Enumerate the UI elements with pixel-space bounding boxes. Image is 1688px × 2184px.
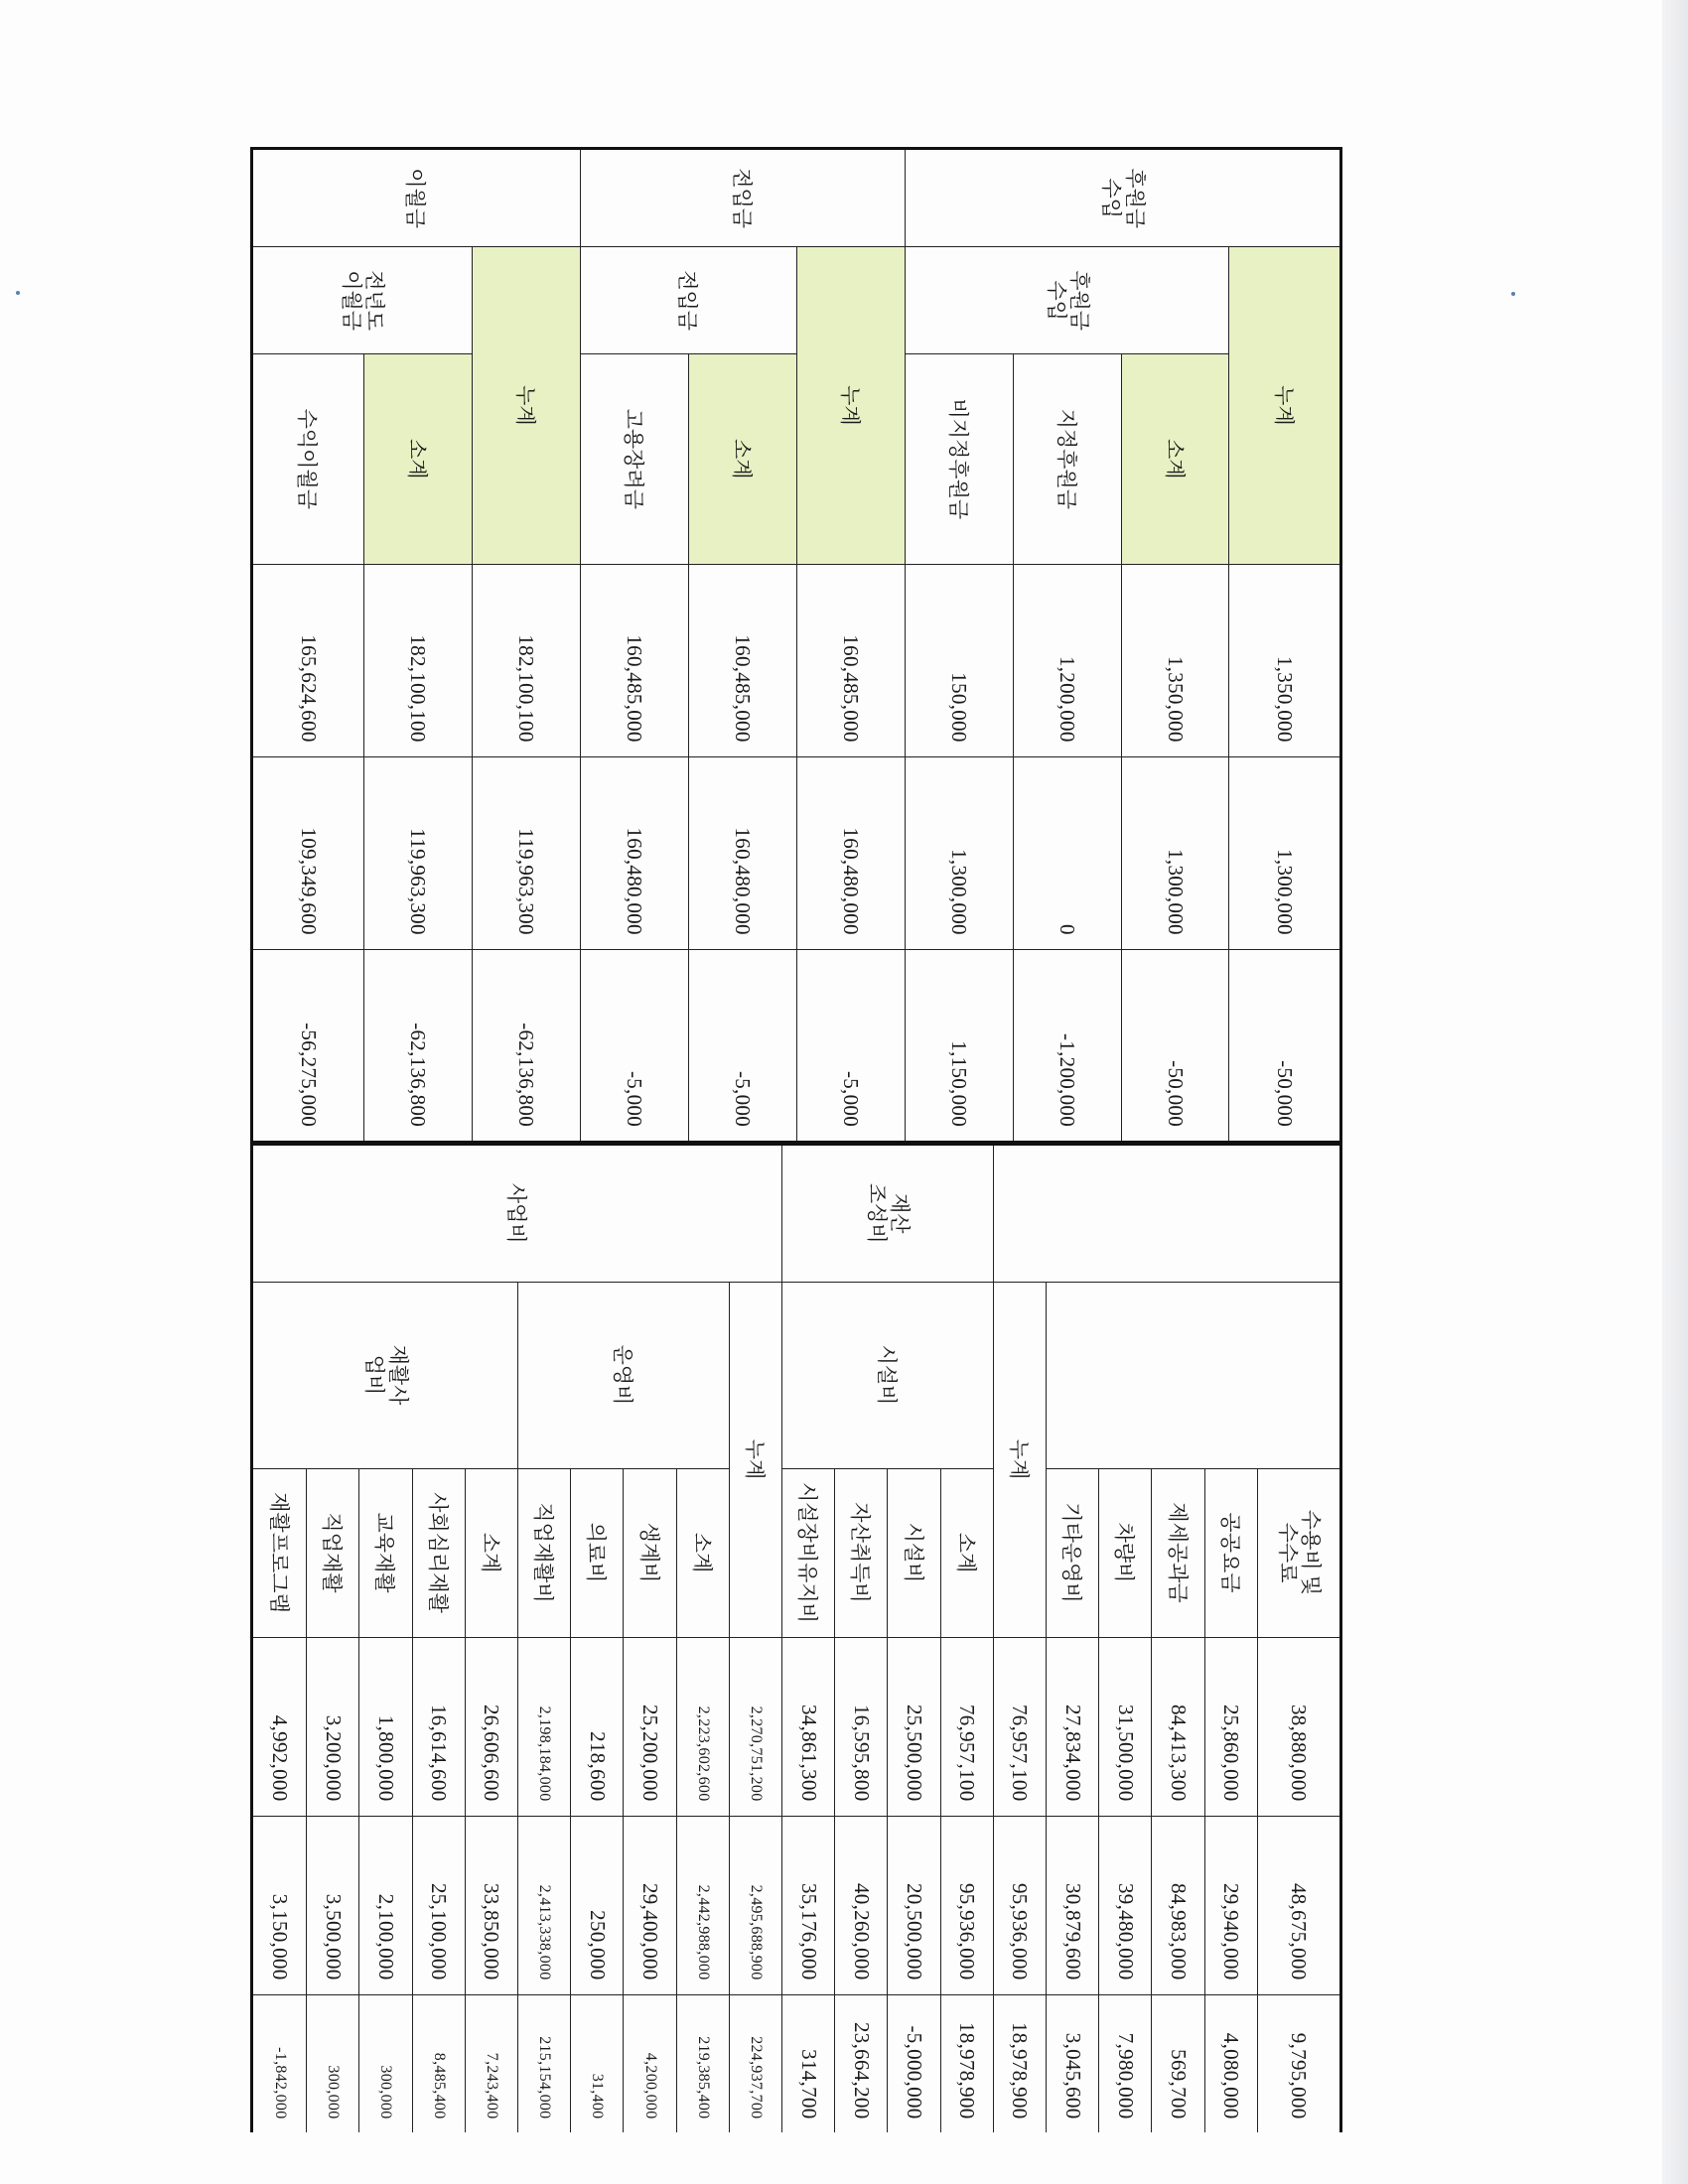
label-cell: 수용비 및 수수료 (1257, 1468, 1340, 1637)
amount-cell: 8,485,400 (412, 1994, 465, 2132)
ledger-row (688, 149, 796, 1143)
amount-cell: 4,080,000 (1204, 1994, 1257, 2132)
ledger-row (465, 1145, 517, 2132)
amount-cell: 35,176,000 (782, 1816, 835, 1994)
ledger-row (1121, 149, 1229, 1143)
amount-cell: 18,978,900 (993, 1994, 1046, 2132)
label-cell: 누계 (1229, 247, 1341, 564)
amount-cell: -50,000 (1229, 949, 1341, 1142)
label-cell: 시설비 (888, 1468, 940, 1637)
label-cell: 교육재활 (359, 1468, 412, 1637)
label-cell: 소계 (688, 354, 796, 564)
amount-cell: 109,349,600 (252, 756, 364, 949)
scan-speck (1511, 292, 1515, 296)
amount-cell: 33,850,000 (465, 1816, 517, 1994)
amount-cell: 2,100,000 (359, 1816, 412, 1994)
amount-cell: -62,136,800 (363, 949, 472, 1142)
expense-ledger-table (250, 1144, 1342, 2132)
amount-cell: 25,860,000 (1204, 1637, 1257, 1816)
amount-cell: 29,940,000 (1204, 1816, 1257, 1994)
amount-cell: 29,400,000 (624, 1816, 676, 1994)
scan-speck (16, 291, 20, 295)
amount-cell: 1,350,000 (1121, 564, 1229, 756)
label-cell: 수익이월금 (252, 354, 364, 564)
amount-cell: 40,260,000 (835, 1816, 888, 1994)
amount-cell: 218,600 (571, 1637, 624, 1816)
ledger-row (676, 1145, 729, 2132)
amount-cell: 26,606,600 (465, 1637, 517, 1816)
amount-cell: 2,442,988,000 (676, 1816, 729, 1994)
amount-cell: 7,980,000 (1099, 1994, 1152, 2132)
label-cell: 시설비 (782, 1282, 994, 1468)
amount-cell: 20,500,000 (888, 1816, 940, 1994)
amount-cell: 165,624,600 (252, 564, 364, 756)
amount-cell: -5,000,000 (888, 1994, 940, 2132)
label-cell: 후원금 수입 (905, 149, 1340, 247)
label-cell: 제세공과금 (1152, 1468, 1204, 1637)
amount-cell: 84,983,000 (1152, 1816, 1204, 1994)
amount-cell: -50,000 (1121, 949, 1229, 1142)
label-cell: 직업재활비 (518, 1468, 571, 1637)
amount-cell: 9,795,000 (1257, 1994, 1340, 2132)
amount-cell: 76,957,100 (940, 1637, 993, 1816)
label-cell: 공공요금 (1204, 1468, 1257, 1637)
amount-cell: 95,936,000 (940, 1816, 993, 1994)
ledger-row (1257, 1145, 1340, 2132)
label-cell: 누계 (993, 1282, 1046, 1637)
ledger-row (363, 149, 472, 1143)
amount-cell: -1,200,000 (1013, 949, 1121, 1142)
amount-cell: 119,963,300 (363, 756, 472, 949)
amount-cell: 1,800,000 (359, 1637, 412, 1816)
ledger-row (993, 1145, 1046, 2132)
ledger-row (940, 1145, 993, 2132)
label-cell: 전년도 이월금 (252, 247, 473, 354)
amount-cell: 2,495,688,900 (729, 1816, 781, 1994)
label-cell: 자산취득비 (835, 1468, 888, 1637)
label-cell: 차량비 (1099, 1468, 1152, 1637)
amount-cell: 160,480,000 (796, 756, 905, 949)
label-cell: 이월금 (252, 149, 581, 247)
label-cell: 소계 (465, 1468, 517, 1637)
ledger-row (1229, 149, 1341, 1143)
amount-cell: 160,485,000 (688, 564, 796, 756)
amount-cell: 3,045,600 (1047, 1994, 1099, 2132)
label-cell: 지정후원금 (1013, 354, 1121, 564)
amount-cell: 569,700 (1152, 1994, 1204, 2132)
amount-cell: 1,350,000 (1229, 564, 1341, 756)
amount-cell: -5,000 (796, 949, 905, 1142)
amount-cell: 314,700 (782, 1994, 835, 2132)
label-cell: 재활사 업비 (252, 1282, 518, 1468)
rotated-ledger-sheet (250, 147, 1342, 2132)
amount-cell: 1,150,000 (905, 949, 1013, 1142)
amount-cell: 160,485,000 (796, 564, 905, 756)
amount-cell: 1,300,000 (1121, 756, 1229, 949)
amount-cell: -62,136,800 (472, 949, 580, 1142)
amount-cell: 31,500,000 (1099, 1637, 1152, 1816)
label-cell: 누계 (796, 247, 905, 564)
amount-cell: 215,154,000 (518, 1994, 571, 2132)
amount-cell: 25,200,000 (624, 1637, 676, 1816)
label-cell: 후원금 수입 (905, 247, 1229, 354)
amount-cell: 18,978,900 (940, 1994, 993, 2132)
amount-cell: 224,937,700 (729, 1994, 781, 2132)
label-cell: 고용장려금 (580, 354, 688, 564)
amount-cell: 160,485,000 (580, 564, 688, 756)
label-cell: 기타운영비 (1047, 1468, 1099, 1637)
label-cell: 전입금 (580, 247, 796, 354)
amount-cell: 300,000 (359, 1994, 412, 2132)
label-cell: 의료비 (571, 1468, 624, 1637)
amount-cell: 2,270,751,200 (729, 1637, 781, 1816)
ledger-row (472, 149, 580, 1143)
amount-cell: 300,000 (307, 1994, 359, 2132)
amount-cell: 25,500,000 (888, 1637, 940, 1816)
amount-cell: 95,936,000 (993, 1816, 1046, 1994)
amount-cell: 150,000 (905, 564, 1013, 756)
amount-cell: 38,880,000 (1257, 1637, 1340, 1816)
amount-cell: 4,992,000 (252, 1637, 307, 1816)
amount-cell: 2,223,602,600 (676, 1637, 729, 1816)
label-cell (1047, 1282, 1341, 1468)
label-cell: 소계 (940, 1468, 993, 1637)
amount-cell: 7,243,400 (465, 1994, 517, 2132)
amount-cell: 250,000 (571, 1816, 624, 1994)
label-cell: 소계 (676, 1468, 729, 1637)
amount-cell: 31,400 (571, 1994, 624, 2132)
amount-cell: 30,879,600 (1047, 1816, 1099, 1994)
page-edge-shadow (1662, 0, 1688, 2184)
amount-cell: 39,480,000 (1099, 1816, 1152, 1994)
amount-cell: 76,957,100 (993, 1637, 1046, 1816)
label-cell: 사업비 (252, 1145, 782, 1282)
amount-cell: 219,385,400 (676, 1994, 729, 2132)
amount-cell: 2,198,184,000 (518, 1637, 571, 1816)
amount-cell: 16,595,800 (835, 1637, 888, 1816)
label-cell: 사회심리재활 (412, 1468, 465, 1637)
label-cell: 운영비 (518, 1282, 730, 1468)
label-cell: 생계비 (624, 1468, 676, 1637)
label-cell: 재산 조성비 (782, 1145, 994, 1282)
label-cell (993, 1145, 1340, 1282)
amount-cell: 1,300,000 (1229, 756, 1341, 949)
amount-cell: 0 (1013, 756, 1121, 949)
label-cell: 소계 (363, 354, 472, 564)
label-cell: 누계 (472, 247, 580, 564)
amount-cell: 160,480,000 (580, 756, 688, 949)
amount-cell: 2,413,338,000 (518, 1816, 571, 1994)
ledger-row (796, 149, 905, 1143)
amount-cell: 25,100,000 (412, 1816, 465, 1994)
amount-cell: -1,842,000 (252, 1994, 307, 2132)
label-cell: 비지정후원금 (905, 354, 1013, 564)
amount-cell: 16,614,600 (412, 1637, 465, 1816)
label-cell: 누계 (729, 1282, 781, 1637)
amount-cell: 48,675,000 (1257, 1816, 1340, 1994)
amount-cell: 84,413,300 (1152, 1637, 1204, 1816)
amount-cell: 23,664,200 (835, 1994, 888, 2132)
amount-cell: -5,000 (688, 949, 796, 1142)
label-cell: 전입금 (580, 149, 905, 247)
amount-cell: 3,150,000 (252, 1816, 307, 1994)
amount-cell: 3,500,000 (307, 1816, 359, 1994)
amount-cell: 34,861,300 (782, 1637, 835, 1816)
amount-cell: -5,000 (580, 949, 688, 1142)
amount-cell: 3,200,000 (307, 1637, 359, 1816)
scanned-page (250, 147, 1342, 2132)
label-cell: 소계 (1121, 354, 1229, 564)
amount-cell: 182,100,100 (472, 564, 580, 756)
amount-cell: 1,200,000 (1013, 564, 1121, 756)
amount-cell: 1,300,000 (905, 756, 1013, 949)
label-cell: 직업재활 (307, 1468, 359, 1637)
amount-cell: 119,963,300 (472, 756, 580, 949)
amount-cell: 182,100,100 (363, 564, 472, 756)
label-cell: 재활프로그램 (252, 1468, 307, 1637)
amount-cell: -56,275,000 (252, 949, 364, 1142)
amount-cell: 160,480,000 (688, 756, 796, 949)
label-cell: 시설장비유지비 (782, 1468, 835, 1637)
amount-cell: 4,200,000 (624, 1994, 676, 2132)
amount-cell: 27,834,000 (1047, 1637, 1099, 1816)
ledger-row (729, 1145, 781, 2132)
revenue-ledger-table (250, 147, 1342, 1144)
